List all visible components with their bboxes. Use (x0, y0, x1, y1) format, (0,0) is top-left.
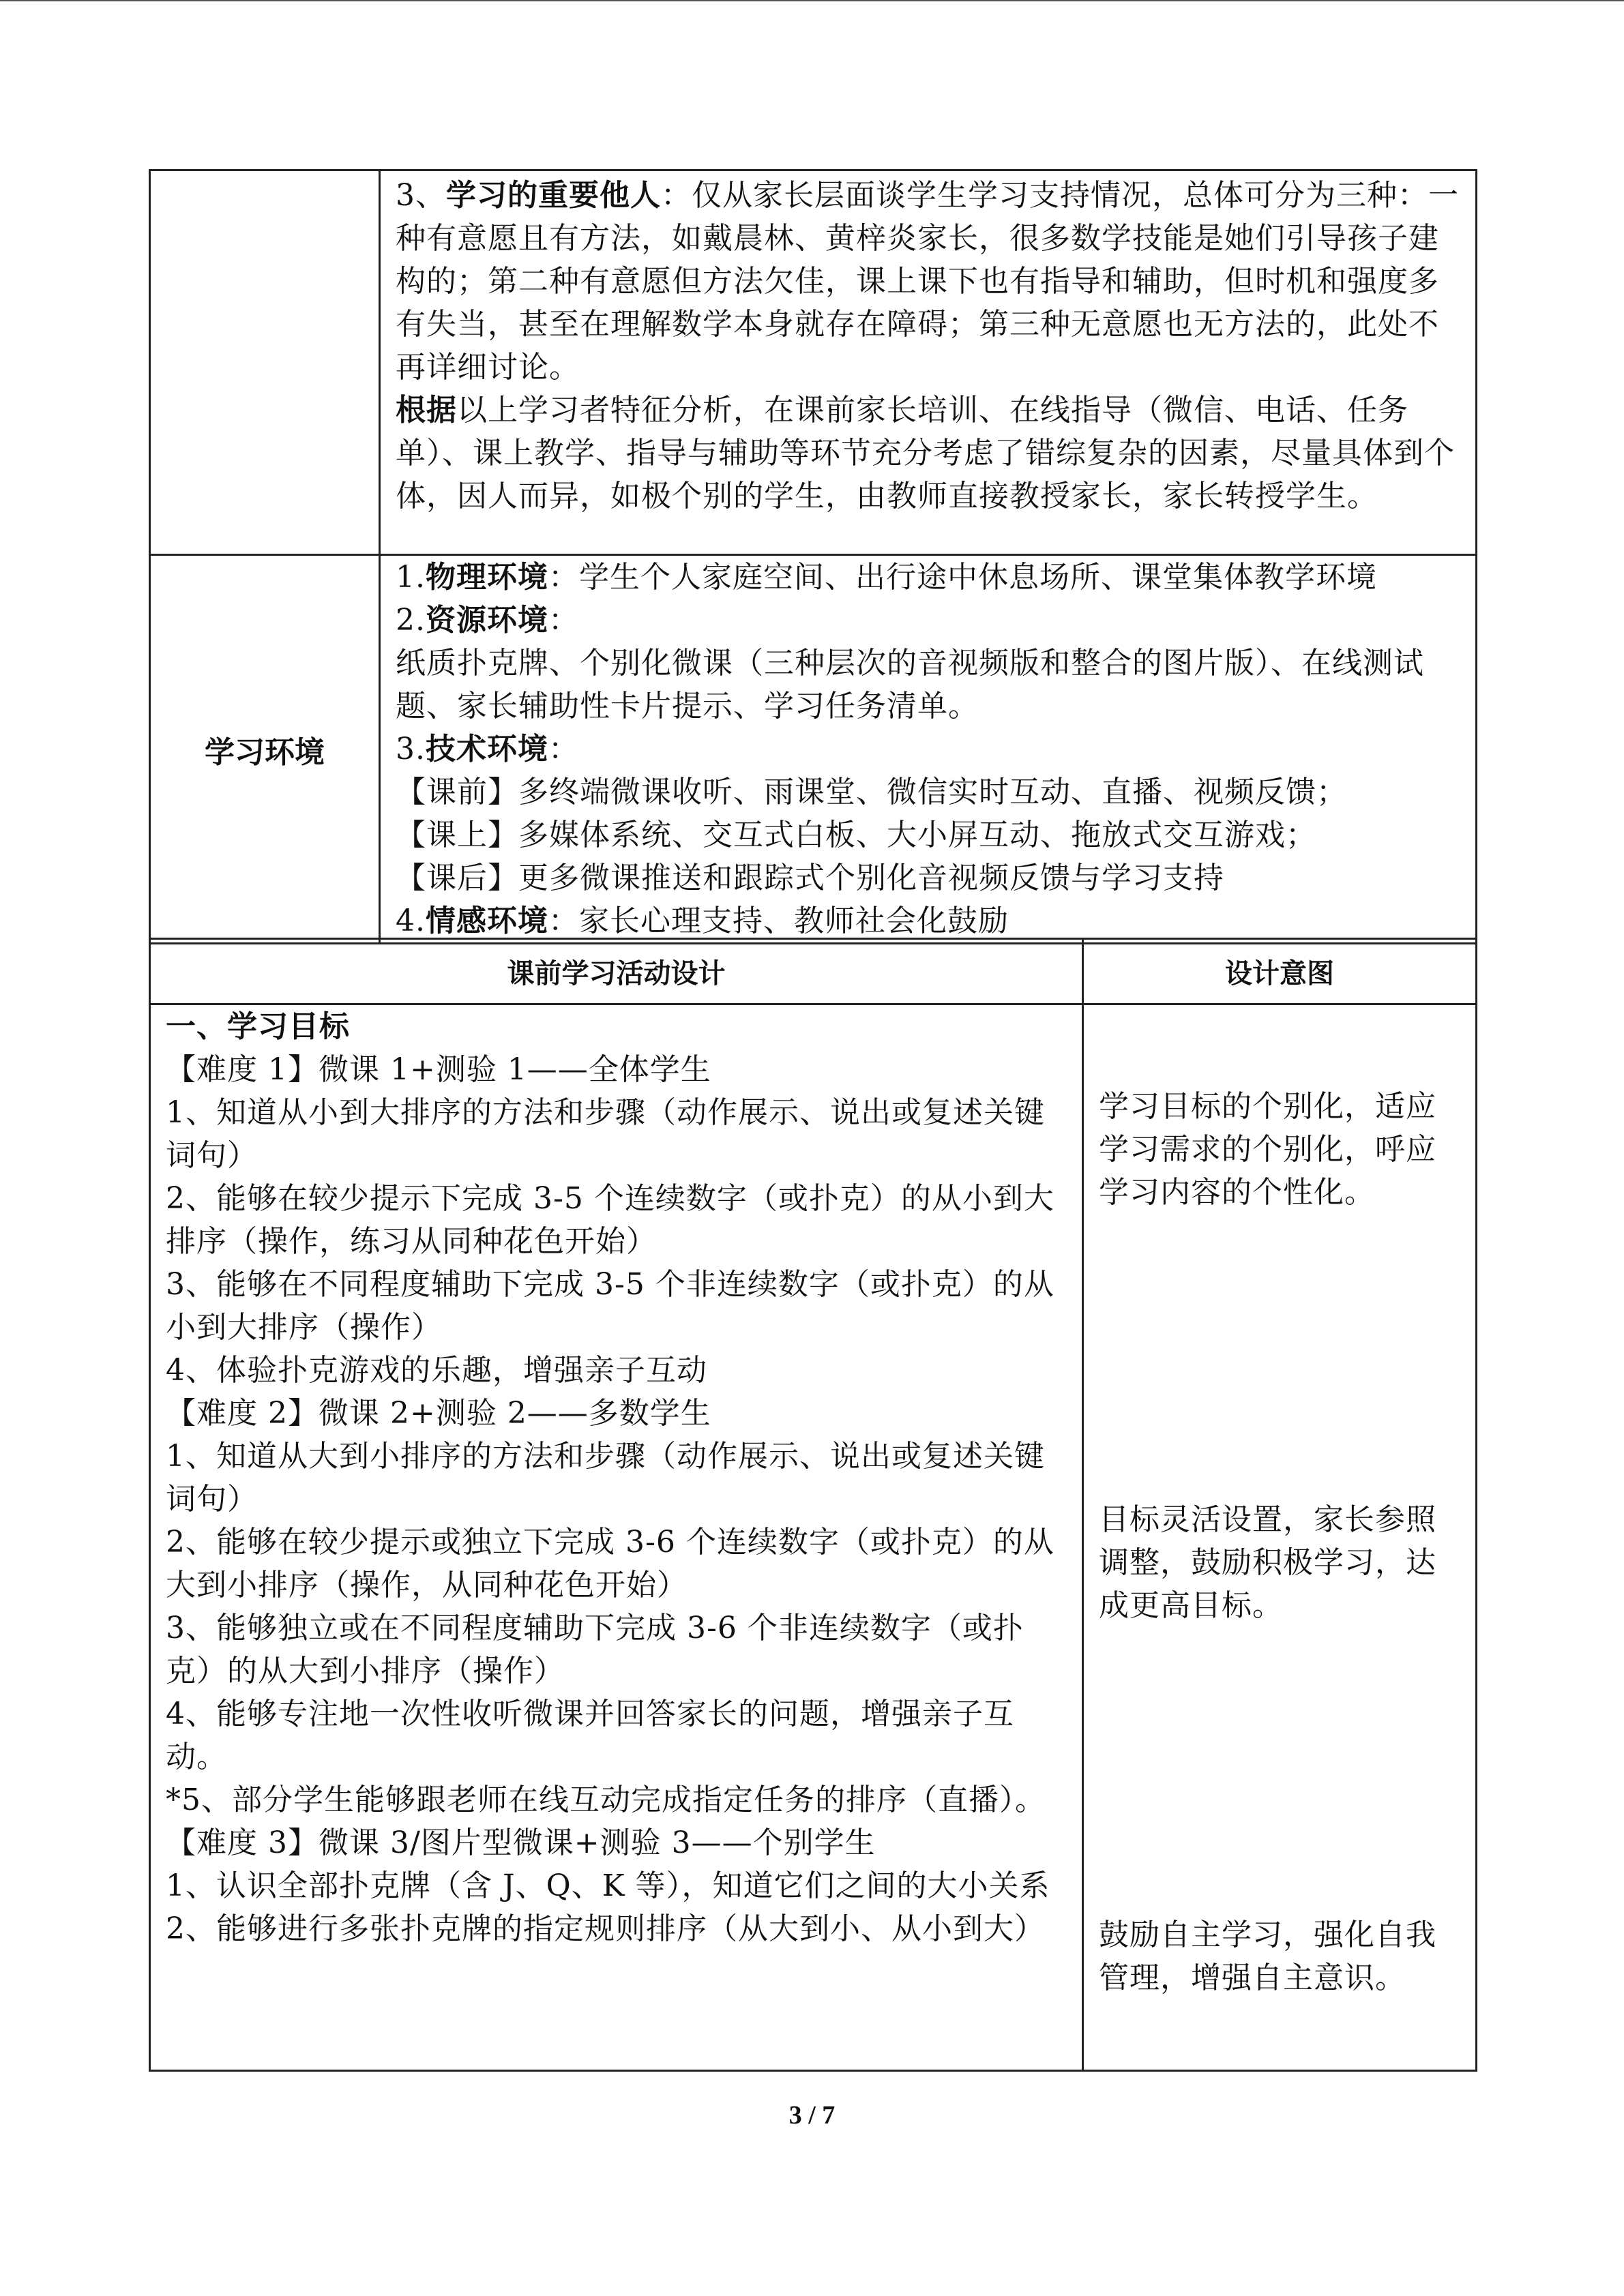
resource-environment-detail: 纸质扑克牌、个别化微课（三种层次的音视频版和整合的图片版）、在线测试题、家长辅助性卡片提示、学习任务清单。 (396, 646, 1424, 724)
list-item: 1、认识全部扑克牌（含 J、Q、K 等），知道它们之间的大小关系 (166, 1868, 1050, 1903)
activity-content-cell (150, 1004, 1083, 2071)
intent-difficulty-1: 学习目标的个别化，适应学习需求的个别化，呼应学习内容的个性化。 (1099, 1089, 1436, 1210)
page-top-border (0, 0, 1624, 1)
emotional-environment: 4.情感环境：家长心理支持、教师社会化鼓励 (396, 904, 1009, 938)
difficulty-3-title: 【难度 3】微课 3/图片型微课+测验 3——个别学生 (166, 1825, 876, 1860)
list-item: 4、体验扑克游戏的乐趣，增强亲子互动 (166, 1353, 707, 1388)
list-item: 3、能够独立或在不同程度辅助下完成 3-6 个非连续数字（或扑克）的从大到小排序（操作） (166, 1611, 1024, 1688)
tech-after-class: 【课后】更多微课推送和跟踪式个别化音视频反馈与学习支持 (396, 861, 1224, 895)
conclusion-paragraph: 根据以上学习者特征分析，在课前家长培训、在线指导（微信、电话、任务单）、课上教学、指导与辅助等环节充分考虑了错综复杂的因素，尽量具体到个体，因人而异，如极个别的学生，由教师直接教授家长，家长转授学生。 (396, 393, 1455, 513)
difficulty-1-title: 【难度 1】微课 1+测验 1——全体学生 (166, 1052, 711, 1087)
technical-environment: 3.技术环境： (396, 732, 579, 766)
learning-goals-heading: 一、学习目标 (166, 1009, 350, 1044)
list-item: 2、能够在较少提示下完成 3-5 个连续数字（或扑克）的从小到大排序（操作，练习从同种花色开始） (166, 1181, 1054, 1259)
learning-environment-label: 学习环境 (150, 555, 380, 944)
list-item: *5、部分学生能够跟老师在线互动完成指定任务的排序（直播）。 (166, 1783, 1046, 1817)
activity-design-header: 课前学习活动设计 (150, 939, 1083, 1004)
empty-label-cell (150, 170, 380, 555)
page-number: 3 / 7 (788, 2101, 836, 2130)
resource-environment: 2.资源环境： (396, 603, 579, 638)
intent-difficulty-2: 目标灵活设置，家长参照调整，鼓励积极学习，达成更高目标。 (1099, 1502, 1436, 1623)
list-item: 2、能够进行多张扑克牌的指定规则排序（从大到小、从小到大） (166, 1911, 1045, 1946)
list-item: 1、知道从小到大排序的方法和步骤（动作展示、说出或复述关键词句） (166, 1095, 1045, 1173)
physical-environment: 1.物理环境：学生个人家庭空间、出行途中休息场所、课堂集体教学环境 (396, 560, 1377, 595)
learning-environment-cell (380, 555, 1477, 944)
list-item: 2、能够在较少提示或独立下完成 3-6 个连续数字（或扑克）的从大到小排序（操作，从同种花色开始） (166, 1525, 1054, 1602)
design-intent-header: 设计意图 (1083, 939, 1477, 1004)
important-others-paragraph: 3、学习的重要他人：仅从家长层面谈学生学习支持情况，总体可分为三种：一种有意愿且有方法，如戴晨林、黄梓炎家长，很多数学技能是她们引导孩子建构的；第二种有意愿但方法欠佳，课上课下也有指导和辅助，但时机和强度多有失当，甚至在理解数学本身就存在障碍；第三种无意愿也无方法的，此处不再详细讨论。 (396, 178, 1459, 385)
important-others-cell (380, 170, 1477, 555)
list-item: 1、知道从大到小排序的方法和步骤（动作展示、说出或复述关键词句） (166, 1439, 1045, 1517)
tech-before-class: 【课前】多终端微课收听、雨课堂、微信实时互动、直播、视频反馈； (396, 775, 1347, 809)
pre-class-activity-table (149, 938, 1477, 2072)
intent-difficulty-3: 鼓励自主学习，强化自我管理，增强自主意识。 (1099, 1918, 1436, 1995)
tech-in-class: 【课上】多媒体系统、交互式白板、大小屏互动、拖放式交互游戏； (396, 818, 1316, 852)
list-item: 4、能够专注地一次性收听微课并回答家长的问题，增强亲子互动。 (166, 1697, 1014, 1774)
list-item: 3、能够在不同程度辅助下完成 3-5 个非连续数字（或扑克）的从小到大排序（操作） (166, 1267, 1054, 1345)
learner-environment-table (149, 169, 1477, 944)
difficulty-2-title: 【难度 2】微课 2+测验 2——多数学生 (166, 1396, 711, 1431)
design-intent-cell (1083, 1004, 1477, 2071)
